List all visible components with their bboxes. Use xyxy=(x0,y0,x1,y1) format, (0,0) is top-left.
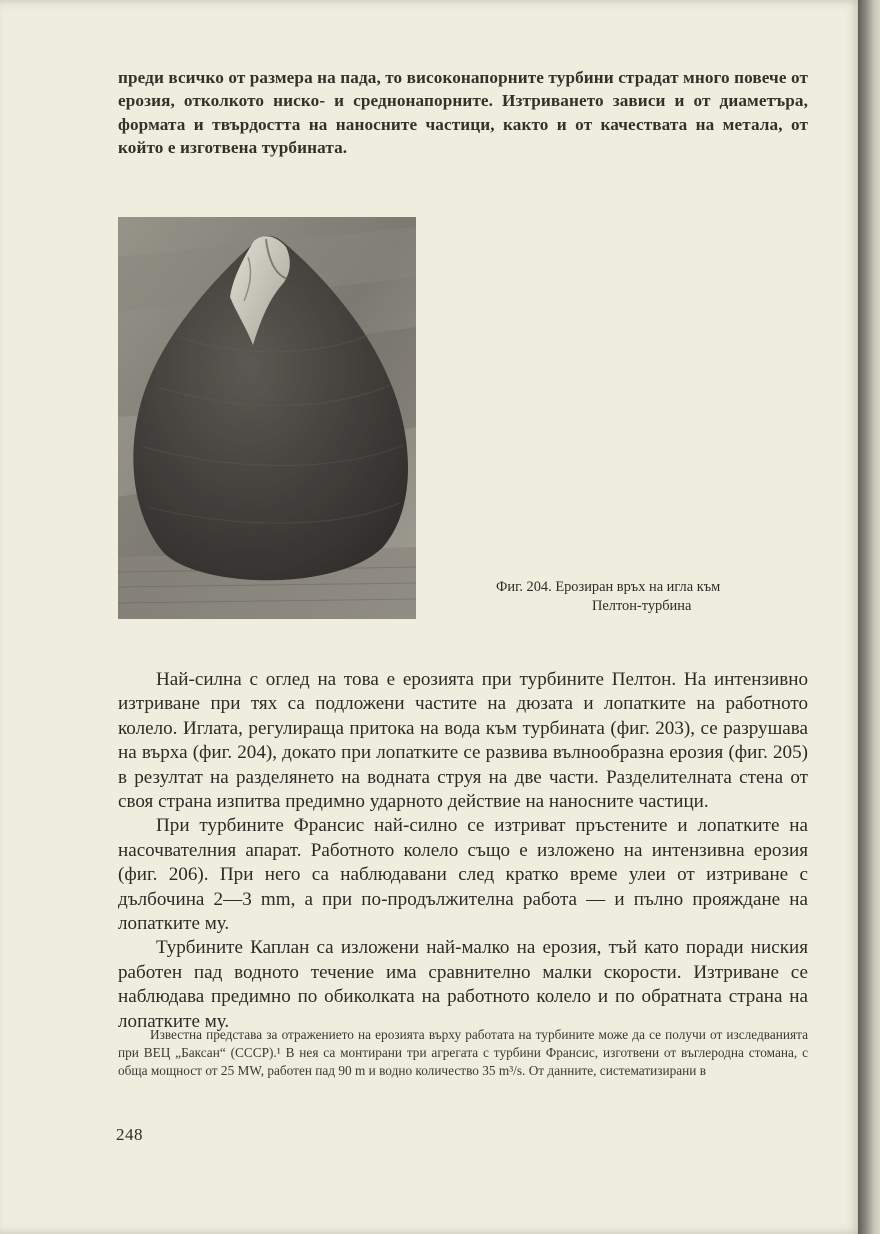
paragraph-francis: При турбините Франсис най-силно се изтриват пръстените и лопатките на насочвателния апарат. Работното колело също е изложено на интензивна ерозия (фиг. 206). При него са наблюдавани след кратко време улеи от изтриване с дълбочина 2—3 mm, а при по-продължителна работа — и пълно прояждане на лопатките му. xyxy=(118,815,808,935)
top-paragraph: преди всичко от размера на пада, то високонапорните турбини страдат много повече от ерозия, отколкото ниско- и среднонапорните. Изтриването зависи и от диаметъра, формата и твърдостта на наносните частици, както и от качествата на метала, от който е изготвена турбината. xyxy=(118,68,808,158)
figure-caption xyxy=(496,578,816,615)
figure-204-photo xyxy=(118,217,416,619)
caption-line-2: Пелтон-турбина xyxy=(592,597,692,614)
caption-line-1: Фиг. 204. Ерозиран връх на игла към xyxy=(496,579,721,595)
page-number: 248 xyxy=(116,1125,143,1144)
paragraph-pelton: Най-силна с оглед на това е ерозията при турбините Пелтон. На интензивно изтриване при тях са подложени частите на дюзата и лопатките на работното колело. Иглата, регулираща притока на вода към турбината (фиг. 203), се разрушава на върха (фиг. 204), докато при лопатките се развива вълнообразна ерозия (фиг. 205) в резултат на разделянето на водната струя на две части. Разделителната стена от своя страна изпитва предимно ударното действие на наносните частици. xyxy=(118,669,808,813)
page-edge-shadow xyxy=(858,0,880,1234)
footnote-text: Известна представа за отражението на ерозията върху работата на турбините може да се получи от изследванията при ВЕЦ „Баксан“ (СССР).¹ В нея са монтирани три агрегата с турбини Франсис, изготвени от въглеродна стомана, с обща мощност от 25 MW, работен пад 90 m и водно количество 35 m³/s. От данните, систематизирани в xyxy=(118,1027,808,1078)
footnote-block xyxy=(118,1026,808,1080)
top-paragraph-block xyxy=(118,66,808,160)
paragraph-kaplan: Турбините Каплан са изложени най-малко на ерозия, тъй като поради ниския работен пад водното течение има сравнително малки скорости. Изтриване се наблюдава предимно по обиколката на работното колело и по обратната страна на лопатките му. xyxy=(118,937,808,1032)
main-text xyxy=(118,668,808,1034)
